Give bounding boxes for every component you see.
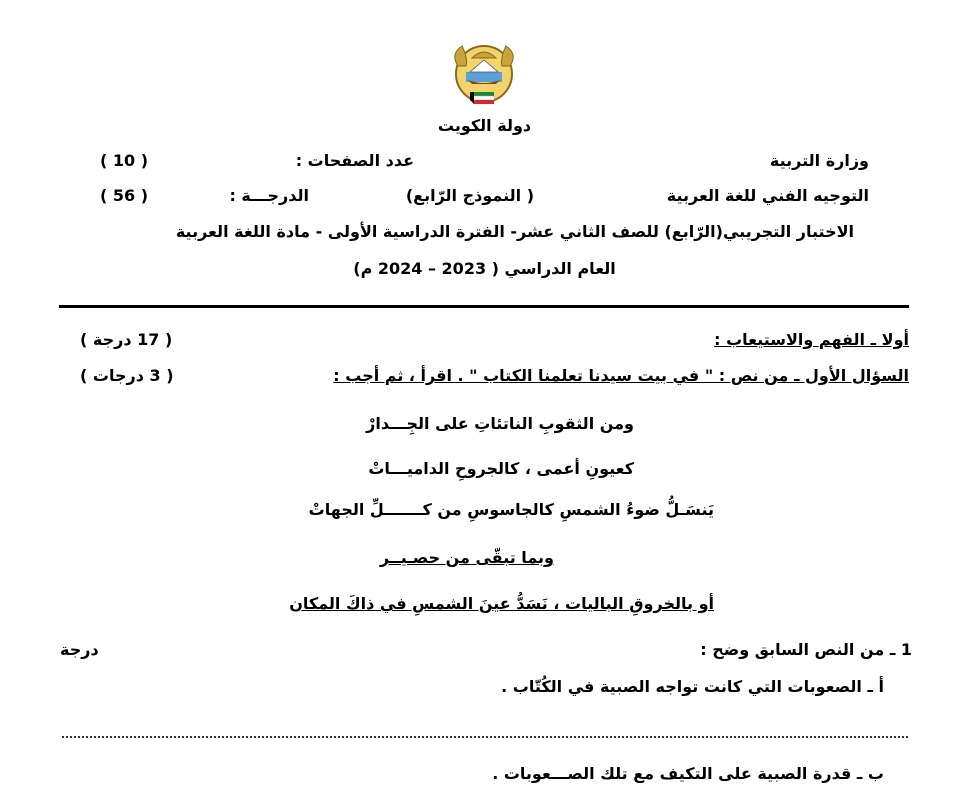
grade-label: الدرجـــة : xyxy=(229,186,309,205)
section-title: أولا ـ الفهم والاستيعاب : xyxy=(714,330,909,349)
pages-label: عدد الصفحات : xyxy=(295,151,414,170)
item1-part-b: ب ـ قدرة الصبية على التكيف مع تلك الصـــعوبات . xyxy=(492,764,884,783)
question-score: ( 3 درجات ) xyxy=(80,366,174,385)
country-name: دولة الكويت xyxy=(437,116,532,135)
poem-line-5: أو بالخروقِ الباليات ، نَسَدُّ عينَ الشمسِ في ذاكَ المكان xyxy=(289,594,714,613)
school-year: العام الدراسي ( 2023 – 2024 م) xyxy=(353,259,616,278)
kuwait-emblem xyxy=(444,36,524,116)
item1-part-a: أ ـ الصعوبات التي كانت تواجه الصبية في الكُتّاب . xyxy=(501,677,884,696)
answer-line[interactable] xyxy=(62,736,908,740)
poem-line-1: ومن الثقوبِ الناتئاتِ على الجِـــدارْ xyxy=(366,414,634,433)
poem-line-3: يَنسَـلُّ ضوءُ الشمسِ كالجاسوسِ من كـــــــلِّ الجهاتْ xyxy=(308,500,714,519)
question-prompt: السؤال الأول ـ من نص : " في بيت سيدنا تعلمنا الكتاب " . اقرأ ، ثم أجب : xyxy=(333,366,909,385)
grade-value: ( 56 ) xyxy=(100,186,149,205)
header-divider xyxy=(59,305,909,308)
exam-title: الاختبار التجريبي(الرّابع) للصف الثاني عشر- الفترة الدراسية الأولى - مادة اللغة العربية xyxy=(175,222,854,241)
exam-model: ( النموذج الرّابع) xyxy=(405,186,534,205)
item1-score: درجة xyxy=(60,640,99,659)
poem-line-2: كعيونِ أعمى ، كالجروحِ الداميـــاتْ xyxy=(368,459,634,478)
pages-value: ( 10 ) xyxy=(100,151,149,170)
ministry-name: وزارة التربية xyxy=(769,151,869,170)
section-score: ( 17 درجة ) xyxy=(80,330,173,349)
item1-label: 1 ـ من النص السابق وضح : xyxy=(700,640,912,659)
poem-line-4: وبما تبقّى من حصـيــر xyxy=(379,548,554,567)
department-name: التوجيه الفني للغة العربية xyxy=(666,186,869,205)
